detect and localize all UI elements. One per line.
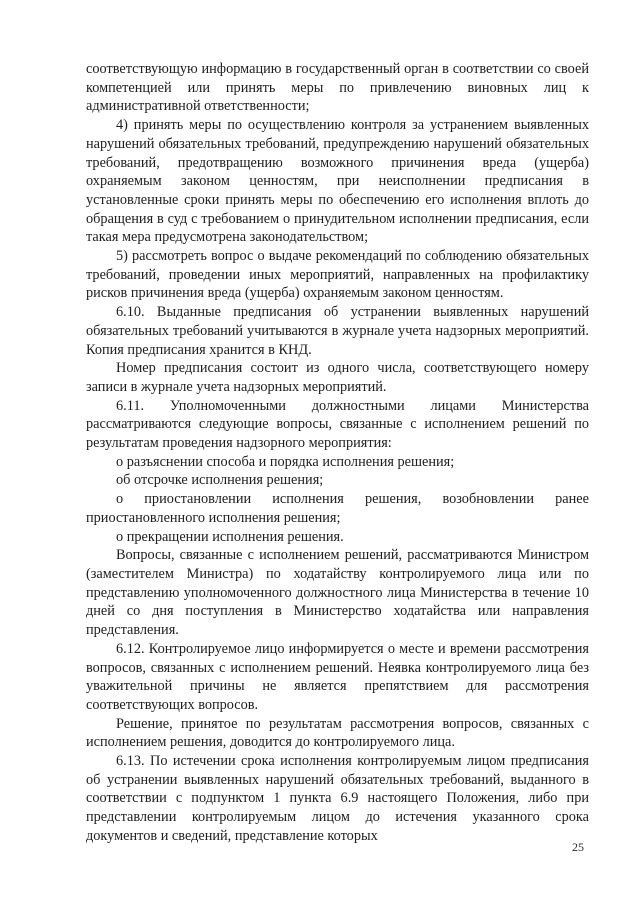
paragraph-6-11: 6.11. Уполномоченными должностными лицами Министерства рассматриваются следующие вопросы, связанные с исполнением решений по результатам проведения надзорного мероприятия: [86,397,589,452]
paragraph-item-5: 5) рассмотреть вопрос о выдаче рекомендаций по соблюдению обязательных требований, проведении иных мероприятий, направленных на профилактику рисков причинения вреда (ущерба) охраняемым законом ценностям. [86,248,589,302]
paragraph-prescription-number: Номер предписания состоит из одного числа, соответствующего номеру записи в журнале учета надзорных мероприятий. [86,360,589,395]
paragraph-6-10: 6.10. Выданные предписания об устранении выявленных нарушений обязательных требований учитываются в журнале учета надзорных мероприятий. Копия предписания хранится в КНД. [86,304,589,358]
list-item-clarification: о разъяснении способа и порядка исполнения решения; [116,453,455,470]
list-item-termination: о прекращении исполнения решения. [116,528,344,545]
paragraph-item-4: 4) принять меры по осуществлению контроля за устранением выявленных нарушений обязательных требований, предупреждению нарушений обязательных требований, предотвращению возможного причинения вреда (ущерба) охраняемым законом ценностям, при неисполнении предписания в установленные сроки принять меры по обеспечению его исполнения вплоть до обращения в суд с требованием о принудительном исполнении предписания, если такая мера предусмотрена законодательством; [86,117,589,246]
paragraph-questions: Вопросы, связанные с исполнением решений, рассматриваются Министром (заместителем Министра) по ходатайству контролируемого лица или по представлению уполномоченного должностного лица Министерства в течение 10 дней со дня поступления в Министерство ходатайства или направления представления. [86,547,589,639]
list-item-suspension: о приостановлении исполнения решения, возобновлении ранее приостановленного исполнения решения; [86,491,589,526]
paragraph-decision: Решение, принятое по результатам рассмотрения вопросов, связанных с исполнением решения, доводится до контролируемого лица. [86,715,589,751]
paragraph-6-12: 6.12. Контролируемое лицо информируется о месте и времени рассмотрения вопросов, связанных с исполнением решений. Неявка контролируемого лица без уважительной причины не является препятствием для рассмотрения соответствующих вопросов. [86,640,589,713]
list-item-deferral: об отсрочке исполнения решения; [116,472,324,489]
paragraph-6-13: 6.13. По истечении срока исполнения контролируемым лицом предписания об устранении выявленных нарушений обязательных требований, выданного в соответствии с подпунктом 1 пункта 6.9 настоящего Положения, либо при представлении контролируемым лицом до истечения указанного срока документов и сведений, представление которых [86,753,589,844]
paragraph-continuation: соответствующую информацию в государственный орган в соответствии со своей компетенцией или принять меры по привлечению виновных лиц к административной ответственности; [86,61,589,115]
document-body [86,60,589,846]
page-number: 25 [572,840,584,854]
